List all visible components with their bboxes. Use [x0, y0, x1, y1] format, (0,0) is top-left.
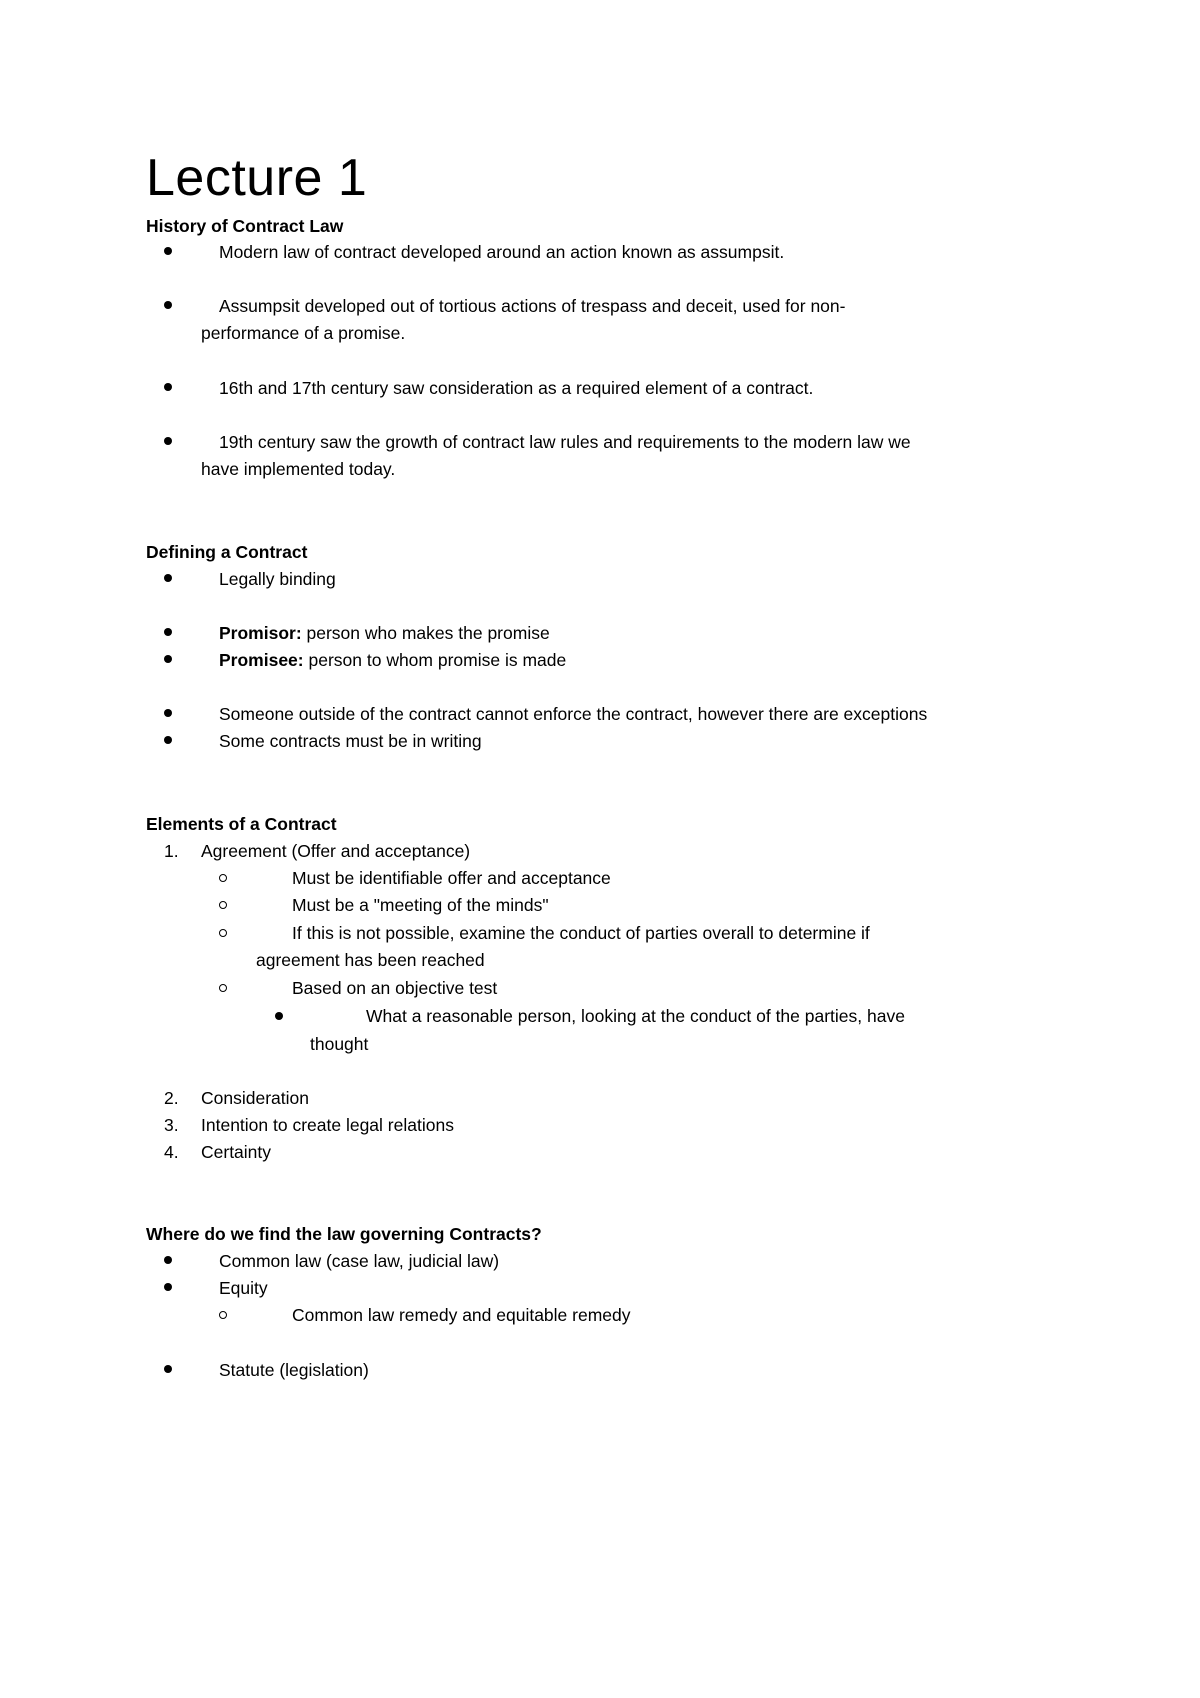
list-item-text: [219, 650, 566, 671]
sub-item-text: Based on an objective test: [292, 978, 498, 998]
list-item-text: Equity: [219, 1278, 268, 1298]
section-heading-elements: Elements of a Contract: [146, 814, 337, 834]
bullet-icon: [164, 383, 172, 391]
sub-item-text: Common law remedy and equitable remedy: [292, 1305, 631, 1325]
bullet-icon: [164, 655, 172, 663]
term-definition: person to whom promise is made: [303, 650, 567, 670]
sub-item-text: Must be identifiable offer and acceptance: [292, 868, 611, 888]
list-item-text: Consideration: [201, 1088, 309, 1108]
section-heading-history: History of Contract Law: [146, 216, 344, 236]
bullet-icon: [164, 628, 172, 636]
sub-item-text: If this is not possible, examine the conduct of parties overall to determine if: [292, 923, 870, 943]
list-item-text: Certainty: [201, 1142, 272, 1162]
list-number: 2.: [164, 1088, 179, 1108]
bullet-icon: [164, 709, 172, 717]
section-heading-defining: Defining a Contract: [146, 542, 308, 562]
list-item-text: Statute (legislation): [219, 1360, 369, 1380]
circle-bullet-icon: [219, 929, 227, 937]
list-item-text: Someone outside of the contract cannot enforce the contract, however there are exceptions: [219, 704, 928, 724]
term-definition: person who makes the promise: [301, 623, 550, 643]
list-item-text: 16th and 17th century saw consideration as a required element of a contract.: [219, 378, 814, 398]
list-item-text: Assumpsit developed out of tortious actions of trespass and deceit, used for non-: [219, 296, 846, 316]
bullet-icon: [164, 736, 172, 744]
bullet-icon: [164, 1365, 172, 1373]
sub-sub-item-text-continued: thought: [310, 1034, 369, 1054]
list-number: 3.: [164, 1115, 179, 1135]
section-heading-where: Where do we find the law governing Contracts?: [146, 1224, 542, 1244]
list-item-text: Legally binding: [219, 569, 336, 589]
list-item-text: [219, 623, 550, 644]
list-item-text-continued: have implemented today.: [201, 459, 396, 479]
bullet-icon: [164, 247, 172, 255]
bullet-icon: [164, 1256, 172, 1264]
list-number: 1.: [164, 841, 179, 861]
bullet-icon: [164, 301, 172, 309]
list-item-text: Modern law of contract developed around an action known as assumpsit.: [219, 242, 785, 262]
list-item-text-continued: performance of a promise.: [201, 323, 406, 343]
term-label: Promisee:: [219, 650, 304, 670]
sub-item-text-continued: agreement has been reached: [256, 950, 485, 970]
list-item-text: Intention to create legal relations: [201, 1115, 454, 1135]
list-number: 4.: [164, 1142, 179, 1162]
term-label: Promisor:: [219, 623, 302, 643]
bullet-icon: [275, 1012, 283, 1020]
sub-item-text: Must be a "meeting of the minds": [292, 895, 549, 915]
list-item-text: Agreement (Offer and acceptance): [201, 841, 471, 861]
list-item-text: Some contracts must be in writing: [219, 731, 482, 751]
circle-bullet-icon: [219, 1311, 227, 1319]
list-item-text: 19th century saw the growth of contract law rules and requirements to the modern law we: [219, 432, 911, 452]
sub-sub-item-text: What a reasonable person, looking at the conduct of the parties, have: [366, 1006, 905, 1026]
circle-bullet-icon: [219, 901, 227, 909]
list-item-text: Common law (case law, judicial law): [219, 1251, 500, 1271]
circle-bullet-icon: [219, 984, 227, 992]
page-title: Lecture 1: [146, 149, 368, 207]
bullet-icon: [164, 574, 172, 582]
circle-bullet-icon: [219, 874, 227, 882]
bullet-icon: [164, 1283, 172, 1291]
bullet-icon: [164, 437, 172, 445]
